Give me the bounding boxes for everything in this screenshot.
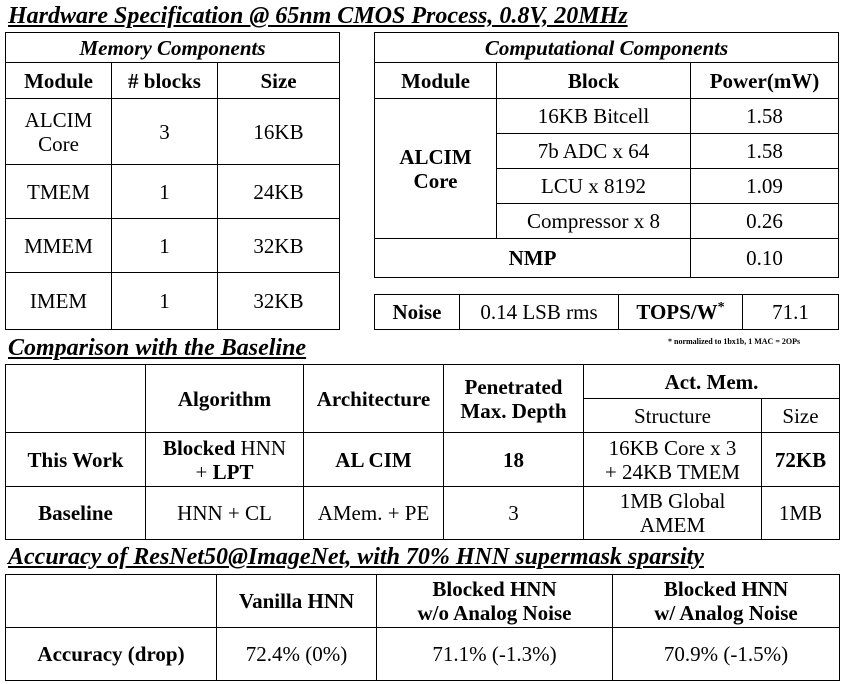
comparison-row-this-work bbox=[6, 433, 840, 487]
alg-hnn: HNN bbox=[235, 435, 287, 460]
baseline-label: Baseline bbox=[6, 487, 146, 540]
comparison-header-size: Size bbox=[762, 399, 840, 433]
noise-value: 0.14 LSB rms bbox=[460, 295, 619, 330]
accuracy-header-vanilla: Vanilla HNN bbox=[217, 575, 377, 628]
this-work-size: 72KB bbox=[762, 433, 840, 487]
structure-line1: 1MB Global bbox=[619, 489, 726, 513]
comparison-header-depth bbox=[444, 365, 584, 433]
comparison-header-algorithm: Algorithm bbox=[146, 365, 304, 433]
alg-lpt: LPT bbox=[212, 459, 254, 484]
comparison-header-structure: Structure bbox=[584, 399, 762, 433]
tops-per-watt-label bbox=[619, 295, 743, 330]
compute-nmp-power: 0.10 bbox=[691, 239, 839, 278]
this-work-algorithm bbox=[146, 433, 304, 487]
structure-line2: AMEM bbox=[639, 513, 706, 537]
memory-header-module: Module bbox=[6, 63, 112, 99]
compute-row bbox=[375, 99, 839, 134]
baseline-depth: 3 bbox=[444, 487, 584, 540]
compute-power-cell: 0.26 bbox=[691, 204, 839, 239]
header-line1: Blocked HNN bbox=[663, 577, 789, 601]
alg-blocked: Blocked bbox=[162, 435, 236, 460]
compute-row-nmp bbox=[375, 239, 839, 278]
baseline-size: 1MB bbox=[762, 487, 840, 540]
noise-efficiency-table bbox=[374, 294, 839, 330]
structure-line2: + 24KB TMEM bbox=[604, 459, 741, 484]
accuracy-vanilla-value: 72.4% (0%) bbox=[217, 628, 377, 681]
accuracy-blocked-noise-value: 70.9% (-1.5%) bbox=[613, 628, 840, 681]
accuracy-heading: Accuracy of ResNet50@ImageNet, with 70% HNN supermask sparsity bbox=[8, 544, 704, 570]
accuracy-blocked-noiseless-value: 71.1% (-1.3%) bbox=[377, 628, 613, 681]
computational-components-table bbox=[374, 32, 839, 278]
tops-per-watt-value: 71.1 bbox=[743, 295, 839, 330]
accuracy-table bbox=[5, 574, 840, 681]
structure-line1: 16KB Core x 3 bbox=[608, 435, 737, 460]
memory-module-line1: ALCIM bbox=[24, 107, 93, 132]
comparison-row-baseline bbox=[6, 487, 840, 540]
compute-core-line1: ALCIM bbox=[399, 144, 472, 169]
baseline-structure bbox=[584, 487, 762, 540]
compute-block-cell: Compressor x 8 bbox=[497, 204, 691, 239]
memory-row-tmem bbox=[6, 165, 340, 219]
this-work-structure bbox=[584, 433, 762, 487]
memory-blocks-cell: 1 bbox=[112, 273, 218, 330]
memory-size-cell: 32KB bbox=[218, 219, 340, 273]
noise-label: Noise bbox=[375, 295, 460, 330]
baseline-algorithm: HNN + CL bbox=[146, 487, 304, 540]
compute-power-cell: 1.09 bbox=[691, 169, 839, 204]
memory-module-cell: TMEM bbox=[6, 165, 112, 219]
accuracy-header-blocked-noiseless bbox=[377, 575, 613, 628]
accuracy-corner-cell bbox=[6, 575, 217, 628]
compute-block-cell: 7b ADC x 64 bbox=[497, 134, 691, 169]
accuracy-header-blocked-noise bbox=[613, 575, 840, 628]
header-line2: w/ Analog Noise bbox=[654, 601, 798, 625]
memory-header-blocks: # blocks bbox=[112, 63, 218, 99]
comparison-table bbox=[5, 364, 840, 540]
compute-header-power: Power(mW) bbox=[691, 63, 839, 99]
alg-plus: + bbox=[195, 459, 213, 484]
compute-nmp-label: NMP bbox=[375, 239, 691, 278]
header-line2: w/o Analog Noise bbox=[417, 601, 572, 625]
memory-table-title: Memory Components bbox=[6, 33, 340, 63]
memory-header-size: Size bbox=[218, 63, 340, 99]
compute-block-cell: LCU x 8192 bbox=[497, 169, 691, 204]
memory-row-alcim-core bbox=[6, 99, 340, 165]
tops-footnote: * normalized to 1bx1b, 1 MAC = 2OPs bbox=[668, 337, 801, 346]
comparison-heading: Comparison with the Baseline bbox=[8, 335, 307, 361]
memory-components-table bbox=[5, 32, 340, 330]
memory-size-cell: 32KB bbox=[218, 273, 340, 330]
compute-module-alcim-core bbox=[375, 99, 497, 239]
header-line1: Blocked HNN bbox=[432, 577, 557, 601]
memory-row-imem bbox=[6, 273, 340, 330]
this-work-architecture: AL CIM bbox=[304, 433, 444, 487]
tops-label-text: TOPS/W bbox=[636, 300, 718, 324]
memory-module-cell bbox=[6, 99, 112, 165]
comparison-corner-cell bbox=[6, 365, 146, 433]
compute-table-title: Computational Components bbox=[375, 33, 839, 63]
comparison-header-architecture: Architecture bbox=[304, 365, 444, 433]
memory-size-cell: 16KB bbox=[218, 99, 340, 165]
memory-size-cell: 24KB bbox=[218, 165, 340, 219]
baseline-architecture: AMem. + PE bbox=[304, 487, 444, 540]
this-work-label: This Work bbox=[6, 433, 146, 487]
tops-footnote-mark: * bbox=[717, 300, 725, 315]
accuracy-row bbox=[6, 628, 840, 681]
compute-block-cell: 16KB Bitcell bbox=[497, 99, 691, 134]
memory-module-cell: IMEM bbox=[6, 273, 112, 330]
depth-header-line2: Max. Depth bbox=[460, 398, 567, 423]
memory-blocks-cell: 3 bbox=[112, 99, 218, 165]
memory-blocks-cell: 1 bbox=[112, 219, 218, 273]
memory-blocks-cell: 1 bbox=[112, 165, 218, 219]
comparison-header-actmem: Act. Mem. bbox=[584, 365, 840, 399]
page-title: Hardware Specification @ 65nm CMOS Process, 0.8V, 20MHz bbox=[8, 3, 628, 29]
compute-core-line2: Core bbox=[413, 168, 458, 193]
compute-power-cell: 1.58 bbox=[691, 134, 839, 169]
compute-header-module: Module bbox=[375, 63, 497, 99]
compute-header-block: Block bbox=[497, 63, 691, 99]
memory-row-mmem bbox=[6, 219, 340, 273]
memory-module-line2: Core bbox=[38, 131, 79, 156]
memory-module-cell: MMEM bbox=[6, 219, 112, 273]
this-work-depth: 18 bbox=[444, 433, 584, 487]
accuracy-row-label: Accuracy (drop) bbox=[6, 628, 217, 681]
depth-header-line1: Penetrated bbox=[464, 374, 563, 399]
compute-power-cell: 1.58 bbox=[691, 99, 839, 134]
